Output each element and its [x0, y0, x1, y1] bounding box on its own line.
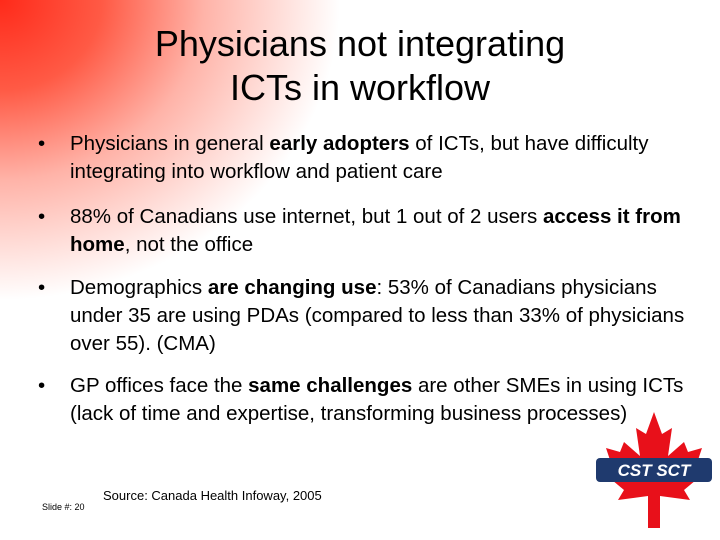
bullet-marker: •: [38, 132, 46, 155]
bullet-list: [38, 130, 688, 428]
slide-number: Slide #: 20: [42, 502, 85, 512]
bullet-marker: •: [38, 205, 46, 228]
bullet-item: [38, 203, 688, 259]
bullet-item: [38, 274, 688, 358]
title-line-2: ICTs in workflow: [229, 67, 491, 108]
bullet-marker: •: [38, 276, 46, 299]
bullet-marker: •: [38, 374, 46, 397]
logo-text: CST SCT: [617, 461, 691, 480]
bullet-text-1b: , not the office: [124, 233, 254, 256]
bullet-emphasis-1: access it from home: [70, 205, 681, 256]
bullet-emphasis-0: early adopters: [269, 132, 410, 155]
bullet-item: [38, 130, 688, 186]
bullet-text-0: Physicians in general: [70, 132, 270, 155]
bullet-text-2b: : 53% of Canadians physicians under 35 are using PDAs (compared to less than 33% of physicians over 55). (CMA): [70, 276, 685, 355]
bullet-text-3b: are other SMEs in using ICTs (lack of time and expertise, transforming business processes): [70, 374, 684, 425]
slide-title: [100, 22, 620, 110]
bullet-text-0b: of ICTs, but have difficulty integrating into workflow and patient care: [70, 132, 649, 183]
title-line-1: Physicians not integrating: [154, 23, 566, 64]
bullet-emphasis-2: are changing use: [207, 276, 377, 299]
bullet-text-2: Demographics: [70, 276, 208, 299]
bullet-text-3: GP offices face the: [70, 374, 249, 397]
source-note: Source: Canada Health Infoway, 2005: [103, 488, 322, 503]
bullet-text-1: 88% of Canadians use internet, but 1 out of 2 users: [70, 205, 543, 228]
bullet-emphasis-3: same challenges: [248, 374, 413, 397]
maple-leaf-logo-icon: [588, 408, 720, 540]
